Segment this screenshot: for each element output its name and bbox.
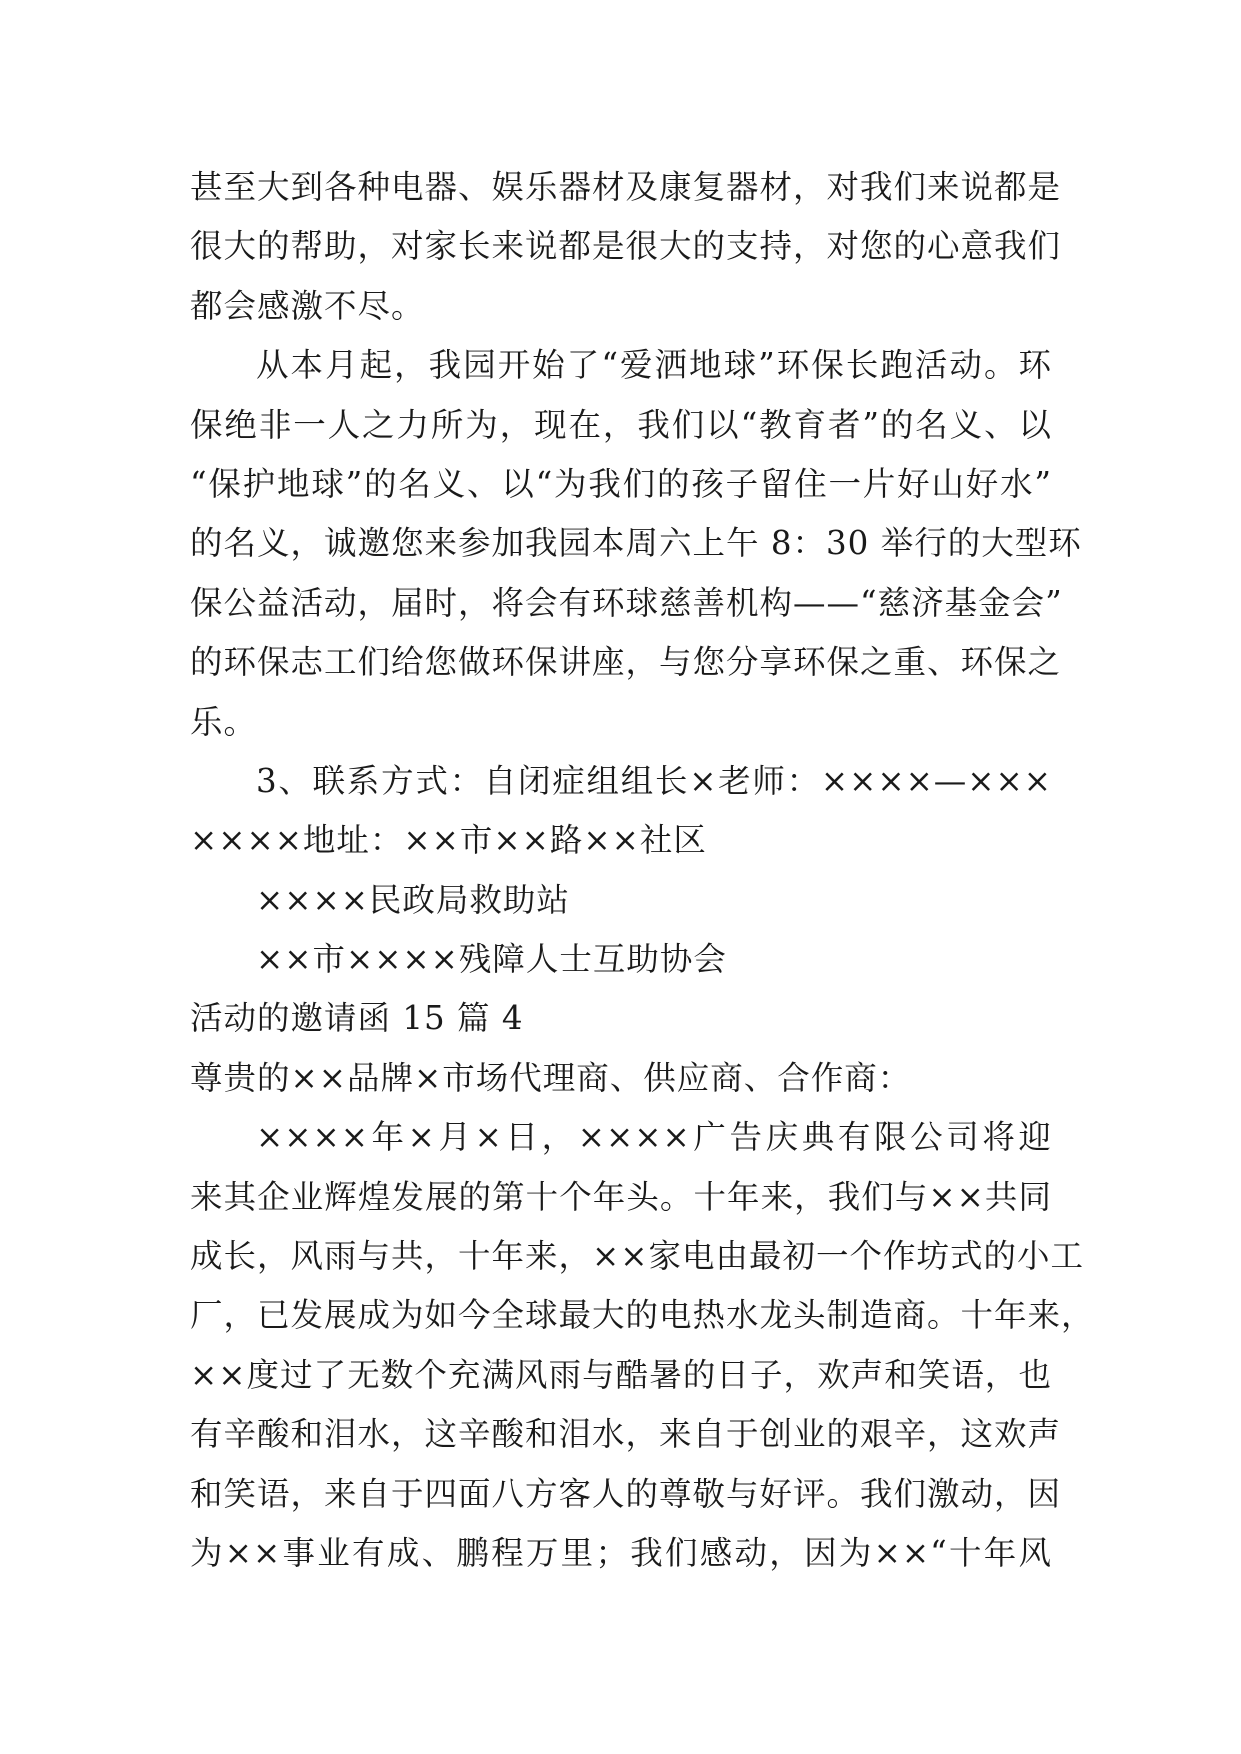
text-line: 乐。 [190, 702, 258, 741]
text-line: ××××年×月×日，××××广告庆典有限公司将迎 [256, 1118, 1052, 1157]
text-line: 保公益活动，届时，将会有环球慈善机构——“慈济基金会” [190, 583, 1063, 622]
text-line: 3、联系方式：自闭症组组长×老师：××××—××× [256, 761, 1052, 800]
text-line: ××市××××残障人士互助协会 [256, 940, 727, 979]
text-line: 有辛酸和泪水，这辛酸和泪水，来自于创业的艰辛，这欢声 [190, 1415, 1062, 1454]
text-line: 厂，已发展成为如今全球最大的电热水龙头制造商。十年来， [190, 1296, 1095, 1335]
text-line: 很大的帮助，对家长来说都是很大的支持，对您的心意我们 [190, 227, 1062, 266]
text-line: 来其企业辉煌发展的第十个年头。十年来，我们与××共同 [190, 1177, 1052, 1216]
document-body [190, 158, 1095, 1583]
text-line: ××××民政局救助站 [256, 880, 570, 919]
text-line: 从本月起，我园开始了“爱洒地球”环保长跑活动。环 [256, 346, 1052, 385]
section-heading: 活动的邀请函 15 篇 4 [190, 999, 524, 1038]
text-line: 的环保志工们给您做环保讲座，与您分享环保之重、环保之 [190, 643, 1062, 682]
text-line: 成长，风雨与共，十年来，××家电由最初一个作坊式的小工 [190, 1237, 1084, 1276]
text-line: 保绝非一人之力所为，现在，我们以“教育者”的名义、以 [190, 405, 1052, 444]
text-line: 甚至大到各种电器、娱乐器材及康复器材，对我们来说都是 [190, 168, 1062, 206]
text-line: 都会感激不尽。 [190, 286, 425, 325]
text-line: ××××地址：××市××路××社区 [190, 821, 707, 860]
text-line: ××度过了无数个充满风雨与酷暑的日子，欢声和笑语，也 [190, 1355, 1052, 1394]
salutation: 尊贵的××品牌×市场代理商、供应商、合作商： [190, 1058, 912, 1097]
text-line: 和笑语，来自于四面八方客人的尊敬与好评。我们激动，因 [190, 1474, 1062, 1513]
text-line: 为××事业有成、鹏程万里；我们感动，因为××“十年风 [190, 1533, 1052, 1572]
text-line: 的名义，诚邀您来参加我园本周六上午 8：30 举行的大型环 [190, 524, 1082, 563]
text-line: “保护地球”的名义、以“为我们的孩子留住一片好山好水” [190, 464, 1052, 503]
